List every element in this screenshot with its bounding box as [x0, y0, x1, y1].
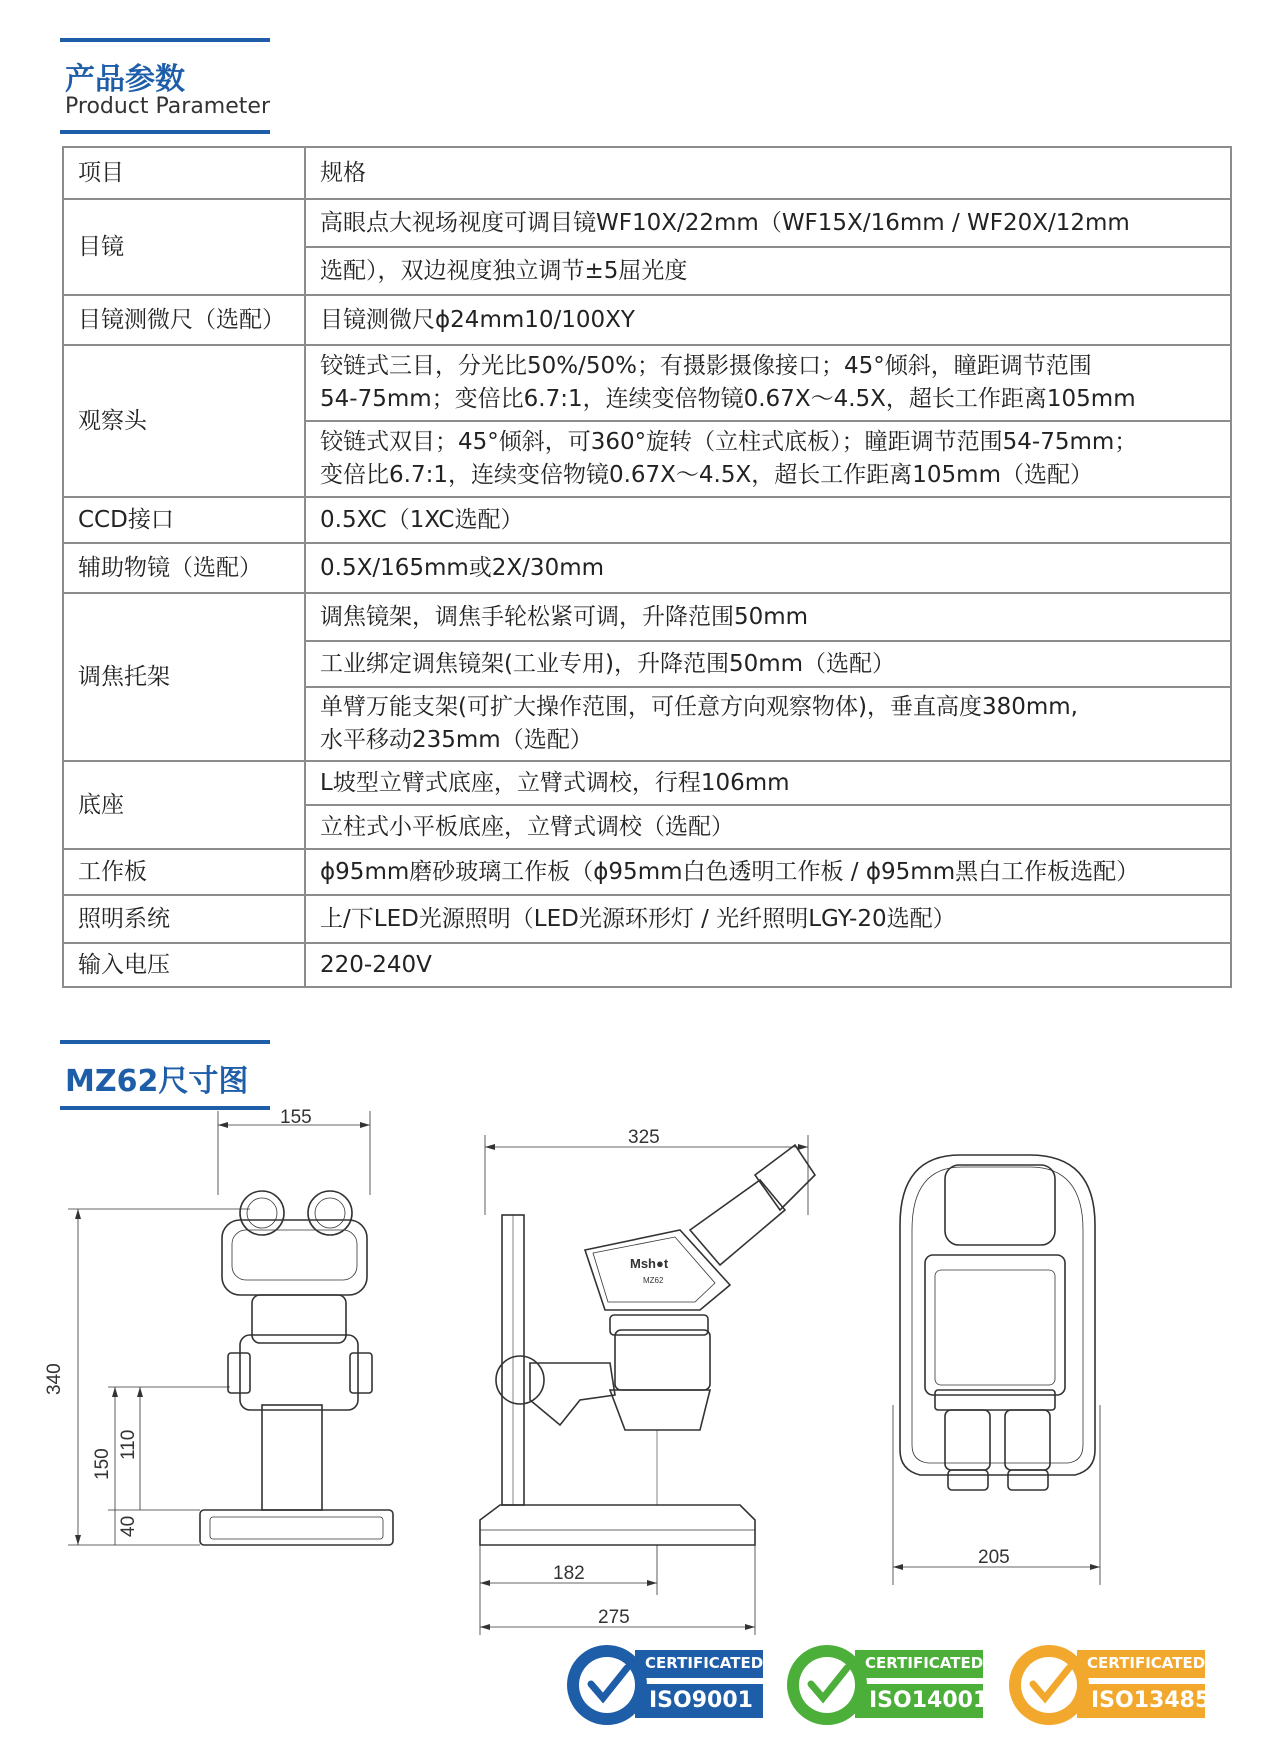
section-title: 产品参数 — [65, 62, 185, 97]
table-row — [63, 943, 1231, 987]
dim-label: 40 — [118, 1515, 139, 1537]
table-row — [63, 199, 1231, 247]
cert-label: CERTIFICATED — [865, 1654, 984, 1672]
row-value-line: 水平移动235mm（选配） — [320, 727, 593, 753]
header-top-rule — [60, 1040, 270, 1044]
row-value: 选配），双边视度独立调节±5屈光度 — [305, 247, 1231, 295]
section-title: MZ62尺寸图 — [65, 1064, 249, 1099]
row-key: 辅助物镜（选配） — [63, 543, 305, 593]
table-row — [63, 895, 1231, 943]
table-row — [63, 295, 1231, 345]
side-view — [480, 1127, 815, 1635]
spec-table — [62, 146, 1232, 988]
row-key: 照明系统 — [63, 895, 305, 943]
row-value: 上/下LED光源照明（LED光源环形灯 / 光纤照明LGY-20选配） — [305, 895, 1231, 943]
cert-badge-iso14001 — [785, 1640, 989, 1730]
row-value-line: 单臂万能支架(可扩大操作范围，可任意方向观察物体)，垂直高度380mm, — [320, 694, 1078, 720]
cert-label: CERTIFICATED — [645, 1654, 764, 1672]
row-value-multiline — [305, 345, 1231, 421]
row-value: 工业绑定调焦镜架(工业专用)，升降范围50mm（选配） — [305, 641, 1231, 687]
row-key: 目镜测微尺（选配） — [63, 295, 305, 345]
row-value: 立柱式小平板底座，立臂式调校（选配） — [305, 805, 1231, 849]
row-key: 调焦托架 — [63, 593, 305, 761]
table-row — [63, 849, 1231, 895]
dim-label: 110 — [118, 1429, 139, 1460]
table-row — [63, 543, 1231, 593]
dim-label: 150 — [92, 1448, 113, 1480]
cert-code: ISO13485 — [1091, 1688, 1211, 1713]
row-value: 220-240V — [305, 943, 1231, 987]
row-value: L坡型立臂式底座，立臂式调校，行程106mm — [305, 761, 1231, 805]
table-header-row — [63, 147, 1231, 199]
model-mark: MZ62 — [643, 1276, 664, 1285]
row-value: 0.5XC（1XC选配） — [305, 497, 1231, 543]
header-key: 项目 — [63, 147, 305, 199]
row-value-line: 变倍比6.7:1，连续变倍物镜0.67X～4.5X，超长工作距离105mm（选配） — [320, 462, 1093, 488]
row-key: 底座 — [63, 761, 305, 849]
table-row — [63, 497, 1231, 543]
dim-label: 275 — [598, 1607, 630, 1628]
row-value: 目镜测微尺ϕ24mm10/100XY — [305, 295, 1231, 345]
table-row — [63, 345, 1231, 421]
dim-label: 155 — [280, 1107, 312, 1128]
row-value-line: 铰链式双目；45°倾斜，可360°旋转（立柱式底板）；瞳距调节范围54-75mm； — [320, 429, 1138, 455]
dimension-drawing — [0, 1105, 1287, 1645]
row-value-multiline — [305, 687, 1231, 761]
dim-label: 182 — [553, 1563, 585, 1584]
row-value: 调焦镜架，调焦手轮松紧可调，升降范围50mm — [305, 593, 1231, 641]
dim-label: 205 — [978, 1547, 1010, 1568]
row-key: CCD接口 — [63, 497, 305, 543]
cert-code: ISO9001 — [649, 1688, 753, 1713]
row-value: 高眼点大视场视度可调目镜WF10X/22mm（WF15X/16mm / WF20X/12mm — [305, 199, 1231, 247]
cert-code: ISO14001 — [869, 1688, 989, 1713]
row-value: 0.5X/165mm或2X/30mm — [305, 543, 1231, 593]
row-key: 工作板 — [63, 849, 305, 895]
front-view — [44, 1107, 393, 1545]
row-value: ϕ95mm磨砂玻璃工作板（ϕ95mm白色透明工作板 / ϕ95mm黑白工作板选配） — [305, 849, 1231, 895]
row-value-line: 54-75mm；变倍比6.7:1，连续变倍物镜0.67X～4.5X，超长工作距离105mm — [320, 386, 1136, 412]
cert-badge-iso13485 — [1007, 1640, 1211, 1730]
brand-mark: Msh●t — [630, 1256, 669, 1271]
dim-label: 325 — [628, 1127, 660, 1148]
header-value: 规格 — [305, 147, 1231, 199]
section-subtitle: Product Parameter — [65, 94, 270, 119]
row-key: 观察头 — [63, 345, 305, 497]
cert-label: CERTIFICATED — [1087, 1654, 1206, 1672]
row-key: 输入电压 — [63, 943, 305, 987]
row-value-line: 铰链式三目，分光比50%/50%；有摄影摄像接口；45°倾斜，瞳距调节范围 — [320, 353, 1092, 379]
dim-label: 340 — [44, 1363, 65, 1395]
row-key: 目镜 — [63, 199, 305, 295]
cert-badge-iso9001 — [565, 1640, 765, 1730]
header-top-rule — [60, 38, 270, 42]
top-view — [893, 1155, 1100, 1585]
table-row — [63, 593, 1231, 641]
header-bottom-rule — [60, 130, 270, 134]
table-row — [63, 761, 1231, 805]
row-value-multiline — [305, 421, 1231, 497]
